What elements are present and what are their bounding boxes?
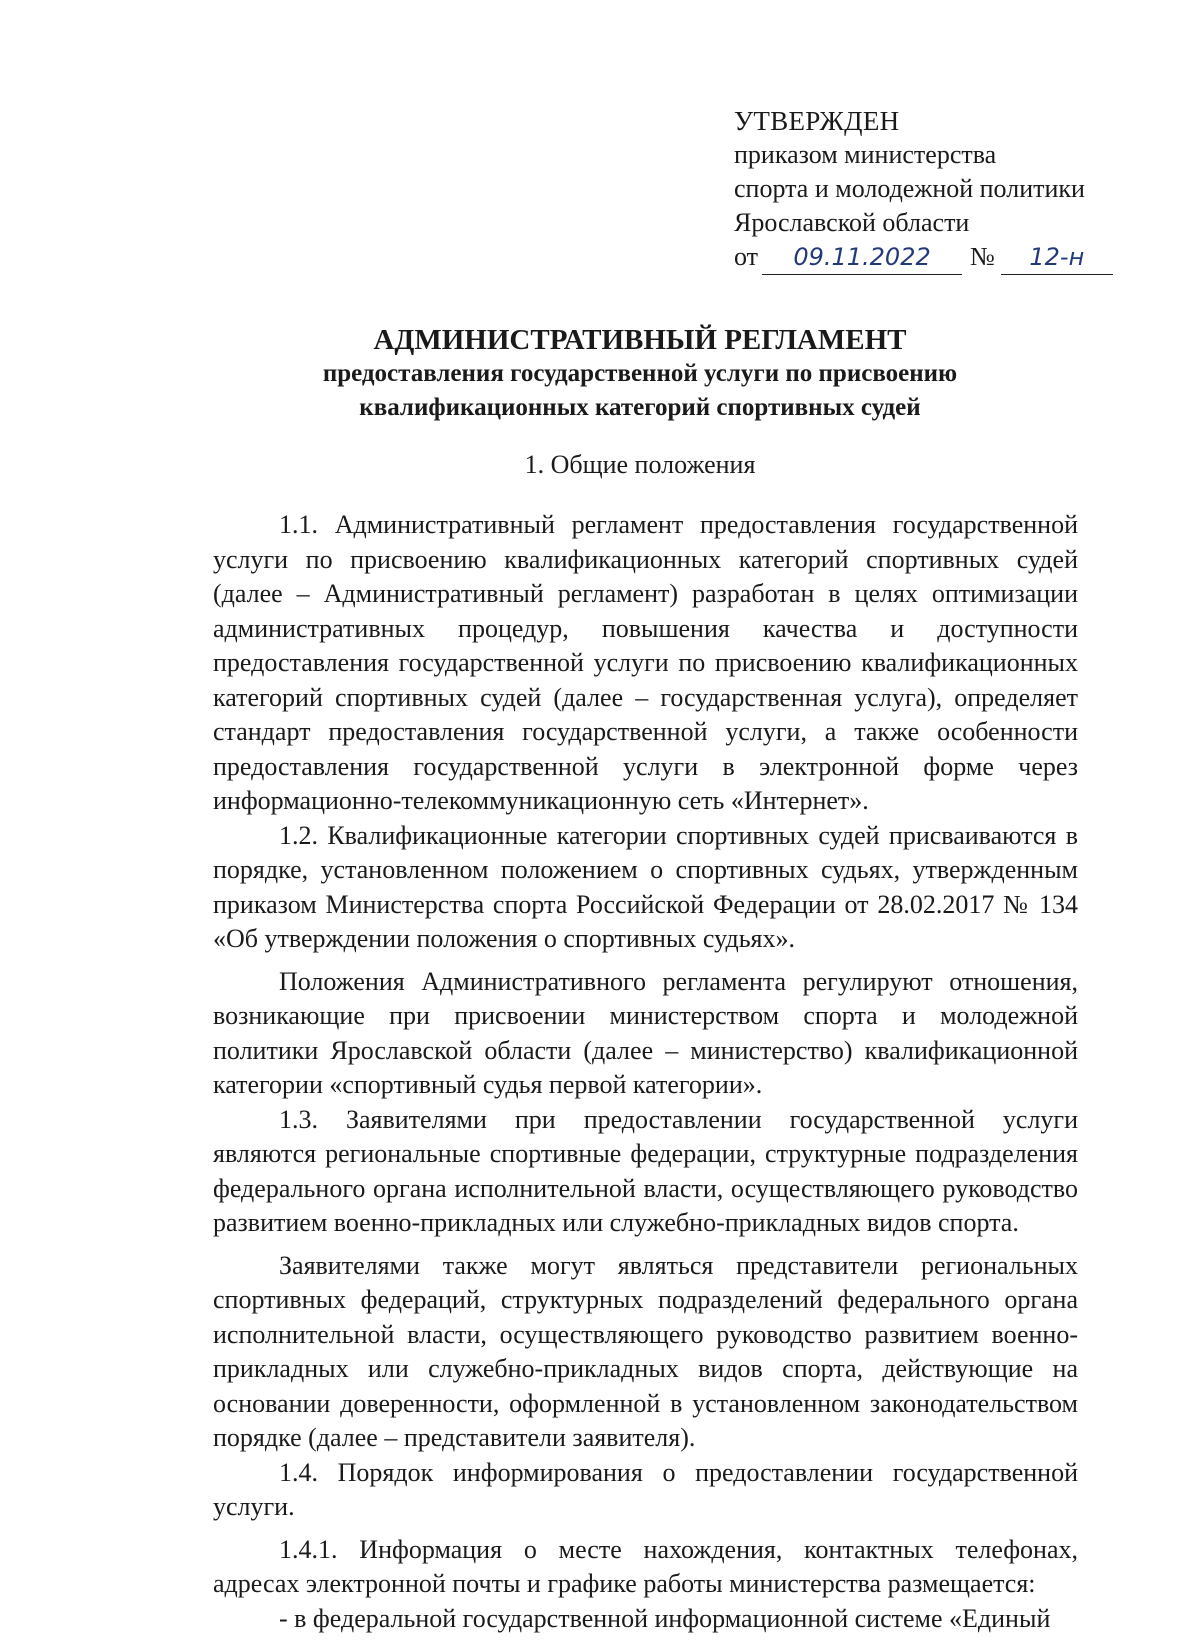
handwritten-date: 09.11.2022 [762, 240, 962, 275]
approved-label: УТВЕРЖДЕН [734, 106, 900, 136]
document-subtitle [200, 357, 1080, 425]
approval-order-line: приказом министерства [734, 140, 997, 169]
number-sign: № [970, 242, 995, 271]
approval-region-line: Ярославской области [734, 208, 970, 237]
date-prefix: от [734, 242, 759, 271]
approval-stamp-block [734, 104, 1154, 275]
handwritten-order-number: 12-н [1001, 240, 1113, 275]
subtitle-line-1: предоставления государственной услуги по присвоению [322, 360, 958, 387]
paragraph-1-2: 1.2. Квалификационные категории спортивных судей присваиваются в порядке, установленном положением о спортивных судьях, утвержденным приказом Министерства спорта Российской Федерации от 28.02.2017 № 134 «Об утверждении положения о спортивных судьях». [213, 820, 1078, 953]
document-body [213, 508, 1078, 1636]
subtitle-line-2: квалификационных категорий спортивных судей [359, 394, 921, 421]
paragraph-list-item: - в федеральной государственной информационной системе «Единый [279, 1603, 1051, 1633]
approval-date-number-line [734, 240, 1154, 275]
paragraph-1-4: 1.4. Порядок информирования о предоставлении государственной услуги. [213, 1457, 1078, 1521]
paragraph-representatives: Заявителями также могут являться представители региональных спортивных федераций, структурных подразделений федерального органа исполнительной власти, осуществляющего руководство развитием военно-прикладных или служебно-прикладных видов спорта, действующие на основании доверенности, оформленной в установленном законодательством порядке (далее – представители заявителя). [213, 1250, 1078, 1452]
paragraph-provisions: Положения Административного регламента регулируют отношения, возникающие при присвоении министерством спорта и молодежной политики Ярославской области (далее – министерство) квалификационной категории «спортивный судья первой категории». [213, 966, 1078, 1099]
document-title: АДМИНИСТРАТИВНЫЙ РЕГЛАМЕНТ [373, 324, 907, 356]
paragraph-1-4-1: 1.4.1. Информация о месте нахождения, контактных телефонах, адресах электронной почты и графике работы министерства размещается: [213, 1534, 1078, 1598]
section-heading: 1. Общие положения [524, 450, 756, 479]
paragraph-1-3: 1.3. Заявителями при предоставлении государственной услуги являются региональные спортивные федерации, структурные подразделения федерального органа исполнительной власти, осуществляющего руководство развитием военно-прикладных или служебно-прикладных видов спорта. [213, 1104, 1078, 1237]
paragraph-1-1: 1.1. Административный регламент предоставления государственной услуги по присвоению квалификационных категорий спортивных судей (далее – Административный регламент) разработан в целях оптимизации административных процедур, повышения качества и доступности предоставления государственной услуги по присвоению квалификационных категорий спортивных судей (далее – государственная услуга), определяет стандарт предоставления государственной услуги, а также особенности предоставления государственной услуги в электронной форме через информационно-телекоммуникационную сеть «Интернет». [213, 510, 1078, 815]
approval-ministry-line: спорта и молодежной политики [734, 174, 1085, 203]
